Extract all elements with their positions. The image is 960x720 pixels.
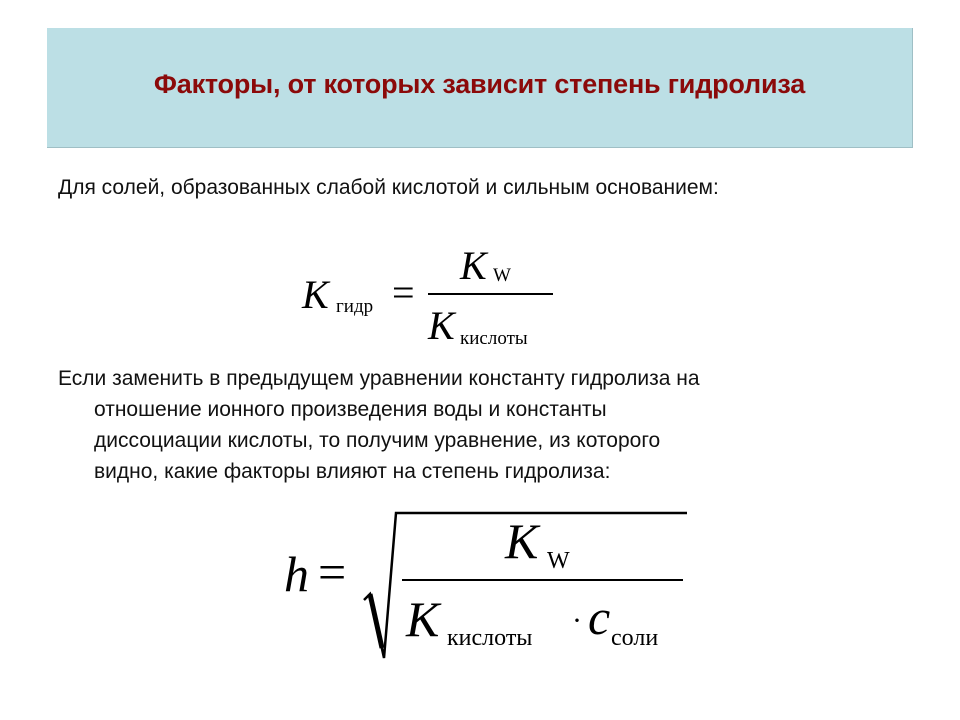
hydrolysis-constant-formula: [300, 240, 560, 355]
multiply-dot: ·: [572, 604, 582, 637]
k-acid-subscript: кислоты: [460, 328, 528, 349]
kw-symbol: K: [505, 513, 539, 569]
kw-subscript: W: [493, 265, 511, 286]
intro-text: Для солей, образованных слабой кислотой и сильным основанием:: [58, 176, 719, 199]
explanation-line: Если заменить в предыдущем уравнении константу гидролиза на: [58, 367, 700, 390]
k-acid-symbol: K: [406, 591, 440, 647]
kw-symbol: K: [460, 243, 487, 288]
k-hydrolysis-subscript: гидр: [336, 296, 374, 317]
k-acid-subscript: кислоты: [447, 625, 533, 651]
k-acid-symbol: K: [428, 303, 455, 348]
c-salt-subscript: соли: [611, 625, 659, 651]
fraction-bar: [402, 579, 683, 581]
equals-sign: =: [392, 270, 415, 315]
h-symbol: h: [284, 546, 309, 602]
slide-title: Факторы, от которых зависит степень гидролиза: [153, 69, 806, 99]
fraction-bar: [428, 293, 553, 295]
hydrolysis-degree-formula: [270, 500, 700, 670]
k-hydrolysis-symbol: K: [302, 272, 329, 317]
explanation-line: диссоциации кислоты, то получим уравнение, из которого: [94, 429, 661, 452]
explanation-line: видно, какие факторы влияют на степень гидролиза:: [94, 460, 611, 483]
c-salt-symbol: c: [588, 589, 611, 645]
equals-sign: =: [318, 544, 347, 600]
explanation-line: отношение ионного произведения воды и константы: [94, 398, 607, 421]
explanation-text: [58, 363, 898, 487]
kw-subscript: W: [547, 548, 570, 574]
title-banner: [47, 28, 913, 148]
